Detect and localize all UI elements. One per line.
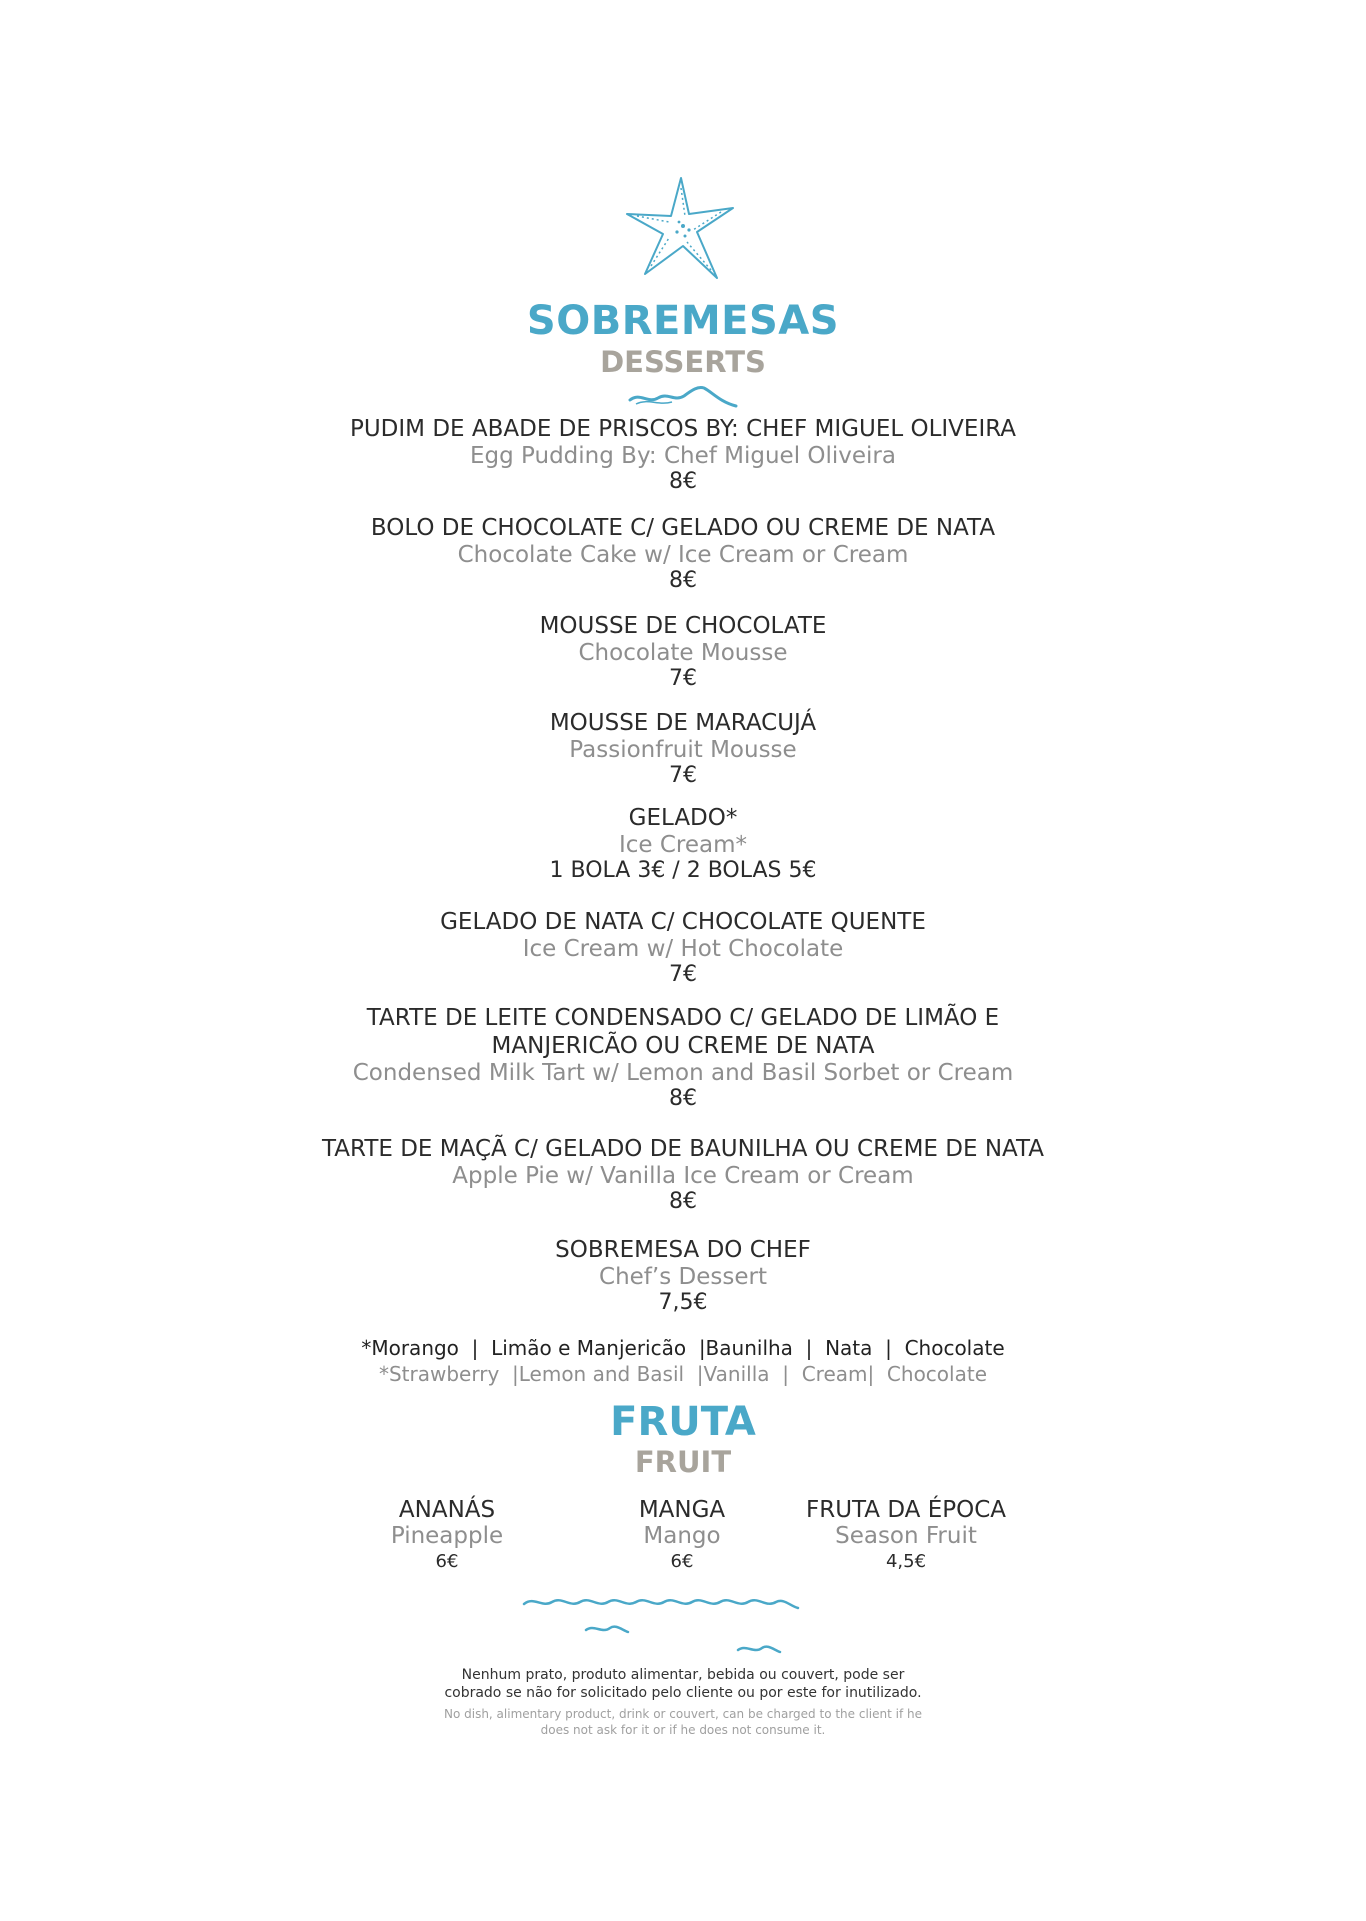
- item-name-pt: MOUSSE DE CHOCOLATE: [539, 613, 827, 639]
- fruit-name-pt: FRUTA DA ÉPOCA: [805, 1497, 1006, 1523]
- page-subtitle: DESSERTS: [600, 345, 766, 379]
- fruit-name-pt: MANGA: [638, 1497, 726, 1523]
- item-name-en: Condensed Milk Tart w/ Lemon and Basil Sorbet or Cream: [352, 1060, 1014, 1086]
- fruit-item: [317, 1497, 577, 1575]
- item-price: 8€: [669, 1189, 697, 1214]
- item-name-pt: TARTE DE LEITE CONDENSADO C/ GELADO DE LIMÃO E: [366, 1005, 1000, 1031]
- item-price: 7€: [669, 666, 697, 691]
- wave-icon: [628, 382, 738, 408]
- menu-item: [0, 1004, 1366, 1112]
- menu-item: [0, 514, 1366, 594]
- menu-item: [0, 1236, 1366, 1316]
- menu-item: [0, 1135, 1366, 1215]
- item-price: 8€: [669, 469, 697, 494]
- starfish-icon: [623, 174, 747, 284]
- item-name-pt: SOBREMESA DO CHEF: [555, 1237, 811, 1263]
- item-price: 7€: [669, 763, 697, 788]
- fruit-subtitle: FRUIT: [634, 1445, 732, 1479]
- item-name-en: Egg Pudding By: Chef Miguel Oliveira: [470, 443, 896, 469]
- fruit-price: 4,5€: [885, 1551, 927, 1572]
- item-price: 7,5€: [658, 1290, 708, 1315]
- item-price: 8€: [669, 568, 697, 593]
- item-name-pt: GELADO DE NATA C/ CHOCOLATE QUENTE: [440, 909, 926, 935]
- notice-pt-line1: Nenhum prato, produto alimentar, bebida ou couvert, pode ser: [461, 1667, 905, 1683]
- ice-cream-flavours: [0, 1335, 1366, 1387]
- menu-item: [0, 709, 1366, 789]
- item-name-pt: MOUSSE DE MARACUJÁ: [549, 710, 817, 736]
- flavours-pt: *Morango | Limão e Manjericão |Baunilha | Nata | Chocolate: [361, 1336, 1005, 1360]
- page-title: SOBREMESAS: [526, 298, 840, 344]
- flavours-en: *Strawberry |Lemon and Basil |Vanilla | Cream| Chocolate: [378, 1362, 988, 1386]
- item-name-pt: GELADO*: [628, 805, 738, 831]
- item-price: 7€: [669, 962, 697, 987]
- notice-en-line1: No dish, alimentary product, drink or couvert, can be charged to the client if he: [443, 1707, 922, 1721]
- menu-item: [0, 612, 1366, 692]
- fruit-price: 6€: [435, 1551, 459, 1572]
- item-name-en: Apple Pie w/ Vanilla Ice Cream or Cream: [452, 1163, 914, 1189]
- item-name-pt-line2: MANJERICÃO OU CREME DE NATA: [491, 1033, 875, 1059]
- fruit-price: 6€: [670, 1551, 694, 1572]
- item-price: 8€: [669, 1086, 697, 1111]
- menu-item: [0, 415, 1366, 495]
- waves-icon: [520, 1590, 850, 1660]
- menu-item: [0, 804, 1366, 884]
- item-name-en: Ice Cream w/ Hot Chocolate: [522, 936, 844, 962]
- item-name-en: Passionfruit Mousse: [569, 737, 797, 763]
- fruit-name-en: Season Fruit: [835, 1523, 977, 1549]
- notice-pt-line2: cobrado se não for solicitado pelo cliente ou por este for inutilizado.: [444, 1685, 922, 1701]
- item-name-pt: PUDIM DE ABADE DE PRISCOS BY: CHEF MIGUEL OLIVEIRA: [349, 416, 1017, 442]
- fruit-title: FRUTA: [610, 1399, 756, 1445]
- item-name-en: Chocolate Mousse: [578, 640, 788, 666]
- item-name-pt: BOLO DE CHOCOLATE C/ GELADO OU CREME DE NATA: [370, 515, 996, 541]
- item-name-pt: TARTE DE MAÇÃ C/ GELADO DE BAUNILHA OU CREME DE NATA: [322, 1136, 1044, 1162]
- fruit-name-en: Mango: [643, 1523, 721, 1549]
- menu-item: [0, 908, 1366, 988]
- fruit-name-pt: ANANÁS: [398, 1497, 496, 1523]
- notice-en-line2: does not ask for it or if he does not consume it.: [540, 1723, 826, 1737]
- fruit-item: [776, 1497, 1036, 1575]
- item-name-en: Chef’s Dessert: [599, 1264, 767, 1290]
- fruit-item: [552, 1497, 812, 1575]
- item-price: 1 BOLA 3€ / 2 BOLAS 5€: [549, 858, 817, 883]
- item-name-en: Chocolate Cake w/ Ice Cream or Cream: [457, 542, 909, 568]
- legal-notice: [0, 1666, 1366, 1738]
- fruit-name-en: Pineapple: [390, 1523, 504, 1549]
- item-name-en: Ice Cream*: [618, 832, 748, 858]
